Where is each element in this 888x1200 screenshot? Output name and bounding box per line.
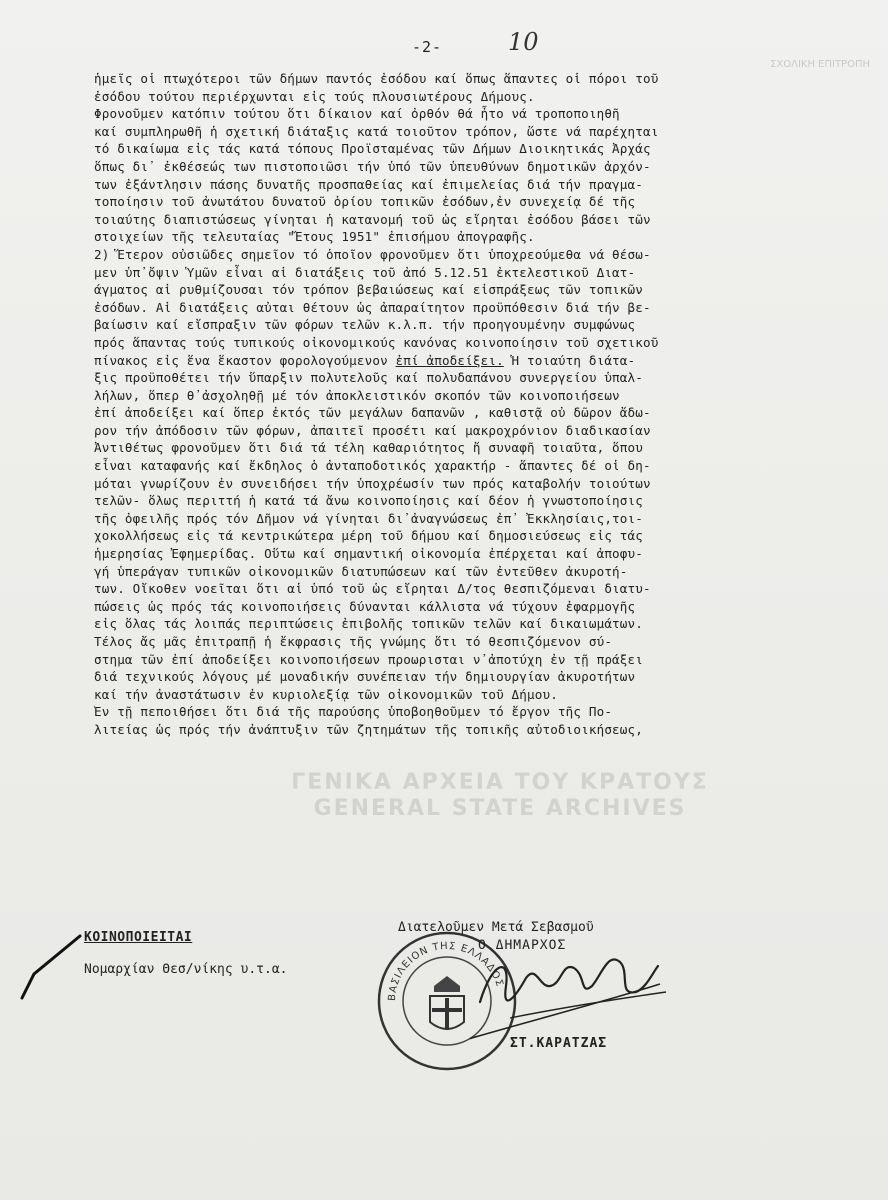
- faint-stamp: ΣΧΟΛΙΚΗ ΕΠΙΤΡΟΠΗ: [770, 59, 870, 70]
- body-line: των. Οἴκοθεν νοεῖται ὅτι αἱ ὑπό τοῦ ὡς εἴρηται Δ/τος θεσπιζόμεναι διατυ-: [94, 581, 651, 597]
- letter-body: [94, 70, 888, 739]
- body-line: τῆς ὀφειλῆς πρός τόν Δῆμον νά γίνηται δι᾽ἀναγνώσεως ἐπ᾽ Ἐκκλησίαις,τοι-: [94, 510, 643, 526]
- body-line: χοκολλήσεως εἰς τά κεντρικώτερα μέρη τοῦ δήμου καί δημοσιεύσεως εἰς τάς: [94, 528, 643, 544]
- body-line: Ἀντιθέτως φρονοῦμεν ὅτι διά τά τέλη καθαριότητος ἤ συναφῆ τοιαῦτα, ὅπου: [94, 440, 643, 456]
- archive-watermark: [220, 770, 780, 822]
- seal-ring-text: ΒΑΣΙΛΕΙΟΝ ΤΗΣ ΕΛΛΑΔΟΣ: [386, 940, 505, 1002]
- body-line: Φρονοῦμεν κατόπιν τούτου ὅτι δίκαιον καί ὀρθόν θά ἦτο νά τροποποιηθῆ: [94, 106, 620, 122]
- body-line: λιτείας ὡς πρός τήν ἀνάπτυξιν τῶν ζητημάτων τῆς τοπικῆς αὐτοδιοικήσεως,: [94, 721, 643, 737]
- body-line: λήλων, ὅπερ θ᾽ἀσχοληθῇ μέ τόν ἀποκλειστικόν σκοπόν τῶν κοινοποιήσεων: [94, 387, 620, 403]
- body-line: στημα τῶν ἐπί ἀποδείξει κοινοποιήσεων προωρισται ν᾽ἀποτύχη ἐν τῇ πράξει: [94, 651, 643, 667]
- body-line: μεν ὑπ᾽ὄψιν Ὑμῶν εἶναι αἱ διατάξεις τοῦ ἀπό 5.12.51 ἐκτελεστικοῦ Διατ-: [94, 264, 636, 280]
- body-line: γή ὑπεράγαν τυπικῶν οἰκονομικῶν διατυπώσεων καί τῶν ἐντεῦθεν ἀκυροτή-: [94, 563, 628, 579]
- body-line: Ἐν τῇ πεποιθήσει ὅτι διά τῆς παρούσης ὑποβοηθοῦμεν τό ἔργον τῆς Πο-: [94, 704, 613, 720]
- body-line-with-underline: [94, 352, 888, 370]
- body-line: πρός ἅπαντας τούς τυπικούς οἰκονομικούς κανόνας κοινοποίησιν τοῦ σχετικοῦ: [94, 334, 659, 350]
- body-line: ἐσόδων. Αἱ διατάξεις αὐται θέτουν ὡς ἀπαραίτητον προϋπόθεσιν διά τήν βε-: [94, 299, 651, 315]
- body-line: μόται γνωρίζουν ἐν συνειδήσει τήν ὑποχρέωσίν των πρός καταβολήν τοιούτων: [94, 475, 651, 491]
- body-line: ἡμεῖς οἱ πτωχότεροι τῶν δήμων παντός ἐσόδου καί ὅπως ἅπαντες οἱ πόροι τοῦ: [94, 71, 659, 86]
- underlined-phrase: ἐπί ἀποδείξει.: [395, 352, 504, 368]
- body-line: ἡμερησίας Ἐφημερίδας. Οὕτω καί σημαντική οἰκονομία ἐπέρχεται καί ἀποφυ-: [94, 546, 643, 562]
- signer-name: ΣΤ.ΚΑΡΑΤΖΑΣ: [510, 1036, 608, 1051]
- kinopoieitai-heading: ΚΟΙΝΟΠΟΙΕΙΤΑΙ: [84, 930, 193, 945]
- body-line: ξις προϋποθέτει τήν ὕπαρξιν πολυτελοῦς καί πολυδαπάνου συνεργείου ὑπαλ-: [94, 370, 643, 386]
- copy-recipient: Νομαρχίαν Θεσ/νίκης υ.τ.α.: [84, 962, 288, 977]
- body-line: καί τήν ἀναστάτωσιν ἐν κυριολεξίᾳ τῶν οἰκονομικῶν τοῦ Δήμου.: [94, 686, 558, 702]
- body-line: τοποίησιν τοῦ ἀνωτάτου δυνατοῦ ὁρίου τοπικῶν ἐσόδων,ἐν συνεχείᾳ δέ τῆς: [94, 194, 636, 210]
- body-line: ρον τήν ἀπόδοσιν τῶν φόρων, ἀπαιτεῖ προσέτι καί μακροχρόνιον διαδικασίαν: [94, 422, 651, 438]
- body-line: πώσεις ὡς πρός τάς κοινοποιήσεις δύνανται κάλλιστα νά τύχουν ἐφαρμογῆς: [94, 598, 636, 614]
- body-line: βαίωσιν καί εἴσπραξιν τῶν φόρων τελῶν κ.λ.π. τήν προηγουμένην συμφώνως: [94, 317, 636, 333]
- page-number: -2-: [412, 38, 443, 56]
- body-line: Τέλος ἄς μᾶς ἐπιτραπῇ ἡ ἔκφρασις τῆς γνώμης ὅτι τό θεσπιζόμενον σύ-: [94, 634, 613, 649]
- body-line: ὅπως δι᾽ ἐκθέσεώς των πιστοποιῶσι τήν ὑπό τῶν ὑπευθύνων δημοτικῶν ἀρχόν-: [94, 158, 651, 174]
- handwritten-check-mark: [18, 928, 88, 1008]
- body-line: τελῶν- ὅλως περιττή ἡ κατά τά ἄνω κοινοποίησις καί δέον ἡ γνωστοποίησις: [94, 493, 643, 509]
- body-line: τοιαύτης διαπιστώσεως γίνηται ἡ κατανομή τοῦ ὡς εἴρηται ἐσόδου βάσει τῶν: [94, 211, 651, 227]
- body-line-tail: Ἡ τοιαύτη διάτα-: [503, 352, 636, 368]
- body-line: 2) Ἕτερον οὐσιῶδες σημεῖον τό ὁποῖον φρονοῦμεν ὅτι ὑποχρεούμεθα νά θέσω-: [94, 246, 651, 262]
- watermark-greek: ΓΕΝΙΚΑ ΑΡΧΕΙΑ ΤΟΥ ΚΡΑΤΟΥΣ: [291, 770, 709, 795]
- body-line: στοιχείων τῆς τελευταίας "Ἔτους 1951" ἐπισήμου ἀπογραφῆς.: [94, 229, 535, 245]
- body-line-start: πίνακος εἰς ἕνα ἕκαστον φορολογούμενον: [94, 352, 396, 368]
- watermark-english: GENERAL STATE ARCHIVES: [313, 796, 687, 821]
- body-line: των ἐξάντλησιν πάσης δυνατῆς προσπαθείας καί ἐπιμελείας διά τήν πραγμα-: [94, 176, 643, 192]
- body-line: ἐσόδου τούτου περιέρχωνται εἰς τούς πλουσιωτέρους Δήμους.: [94, 88, 535, 104]
- body-line: εἰς ὅλας τάς λοιπάς περιπτώσεις ἐπιβολῆς τοπικῶν τελῶν καί δικαιωμάτων.: [94, 616, 643, 632]
- body-line: διά τεχνικούς λόγους μέ μοναδικήν συνέπειαν τήν δημιουργίαν ἀκυροτήτων: [94, 669, 636, 685]
- body-line: άγματος αἱ ρυθμίζουσαι τόν τρόπον βεβαιώσεως καί εἰσπράξεως τῶν τοπικῶν: [94, 282, 643, 298]
- signer-office: Ο ΔΗΜΑΡΧΟΣ: [478, 938, 567, 953]
- body-line: ἐπί ἀποδείξει καί ὅπερ ἐκτός τῶν μεγάλων δαπανῶν , καθιστᾷ οὐ δῶρον ἄδω-: [94, 405, 651, 421]
- closing-formula: Διατελοῦμεν Μετά Σεβασμοῦ: [398, 920, 594, 935]
- body-line: τό δικαίωμα εἰς τάς κατά τόπους Προϊσταμένας τῶν Δήμων Διοικητικάς Ἀρχάς: [94, 141, 651, 157]
- body-line: εἶναι καταφανής καί ἔκδηλος ὁ ἀνταποδοτικός χαρακτήρ - ἅπαντες δέ οἱ δη-: [94, 458, 651, 474]
- handwritten-page-number: 10: [508, 28, 539, 56]
- body-line: καί συμπληρωθῆ ἡ σχετική διάταξις κατά τοιοῦτον τρόπον, ὥστε νά παρέχηται: [94, 123, 659, 139]
